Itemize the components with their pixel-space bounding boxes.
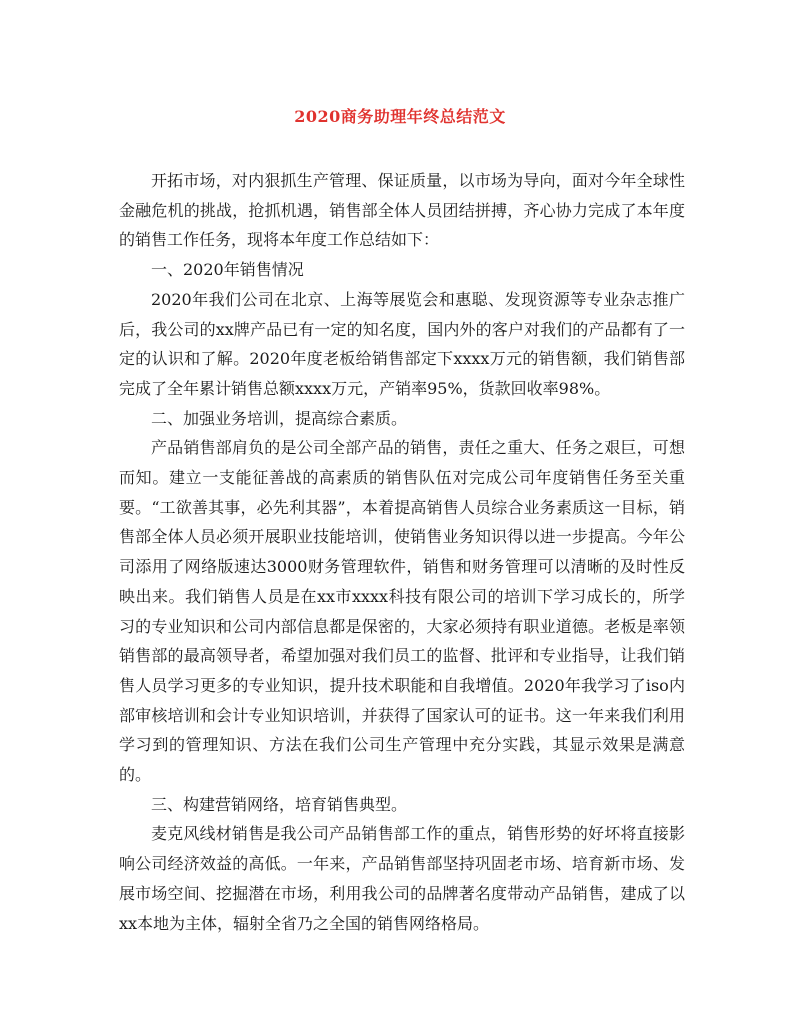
paragraph-intro: 开拓市场，对内狠抓生产管理、保证质量，以市场为导向，面对今年全球性金融危机的挑战，抢抓机遇，销售部全体人员团结拼搏，齐心协力完成了本年度的销售工作任务，现将本年度工作总结如下： bbox=[119, 171, 685, 250]
section-heading-3: 三、构建营销网络，培育销售典型。 bbox=[151, 794, 408, 814]
section-heading-2: 二、加强业务培训，提高综合素质。 bbox=[151, 408, 408, 428]
paragraph-training: 产品销售部肩负的是公司全部产品的销售，责任之重大、任务之艰巨，可想而知。建立一支能征善战的高素质的销售队伍对完成公司年度销售任务至关重要。“工欲善其事，必先利其器”，本着提高销售人员综合业务素质这一目标，销售部全体人员必须开展职业技能培训，使销售业务知识得以进一步提高。今年公司添用了网络版速达3000财务管理软件，销售和财务管理可以清晰的及时性反映出来。我们销售人员是在xx市xxxx科技有限公司的培训下学习成长的，所学习的专业知识和公司内部信息都是保密的，大家必须持有职业道德。老板是率领销售部的最高领导者，希望加强对我们员工的监督、批评和专业指导，让我们销售人员学习更多的专业知识，提升技术职能和自我增值。2020年我学习了iso内部审核培训和会计专业知识培训，并获得了国家认可的证书。这一年来我们利用学习到的管理知识、方法在我们公司生产管理中充分实践，其显示效果是满意的。 bbox=[119, 438, 685, 785]
document-title: 2020商务助理年终总结范文 bbox=[294, 107, 506, 126]
paragraph-network: 麦克风线材销售是我公司产品销售部工作的重点，销售形势的好坏将直接影响公司经济效益的高低。一年来，产品销售部坚持巩固老市场、培育新市场、发展市场空间、挖掘潜在市场，利用我公司的品牌著名度带动产品销售，建成了以xx本地为主体，辐射全省乃之全国的销售网络格局。 bbox=[119, 824, 685, 933]
paragraph-sales-status: 2020年我们公司在北京、上海等展览会和惠聪、发现资源等专业杂志推广后，我公司的xx牌产品已有一定的知名度，国内外的客户对我们的产品都有了一定的认识和了解。2020年度老板给销售部定下xxxx万元的销售额，我们销售部完成了全年累计销售总额xxxx万元，产销率95%，货款回收率98%。 bbox=[119, 289, 685, 398]
document-body bbox=[119, 166, 685, 938]
section-heading-1: 一、2020年销售情况 bbox=[151, 260, 304, 280]
